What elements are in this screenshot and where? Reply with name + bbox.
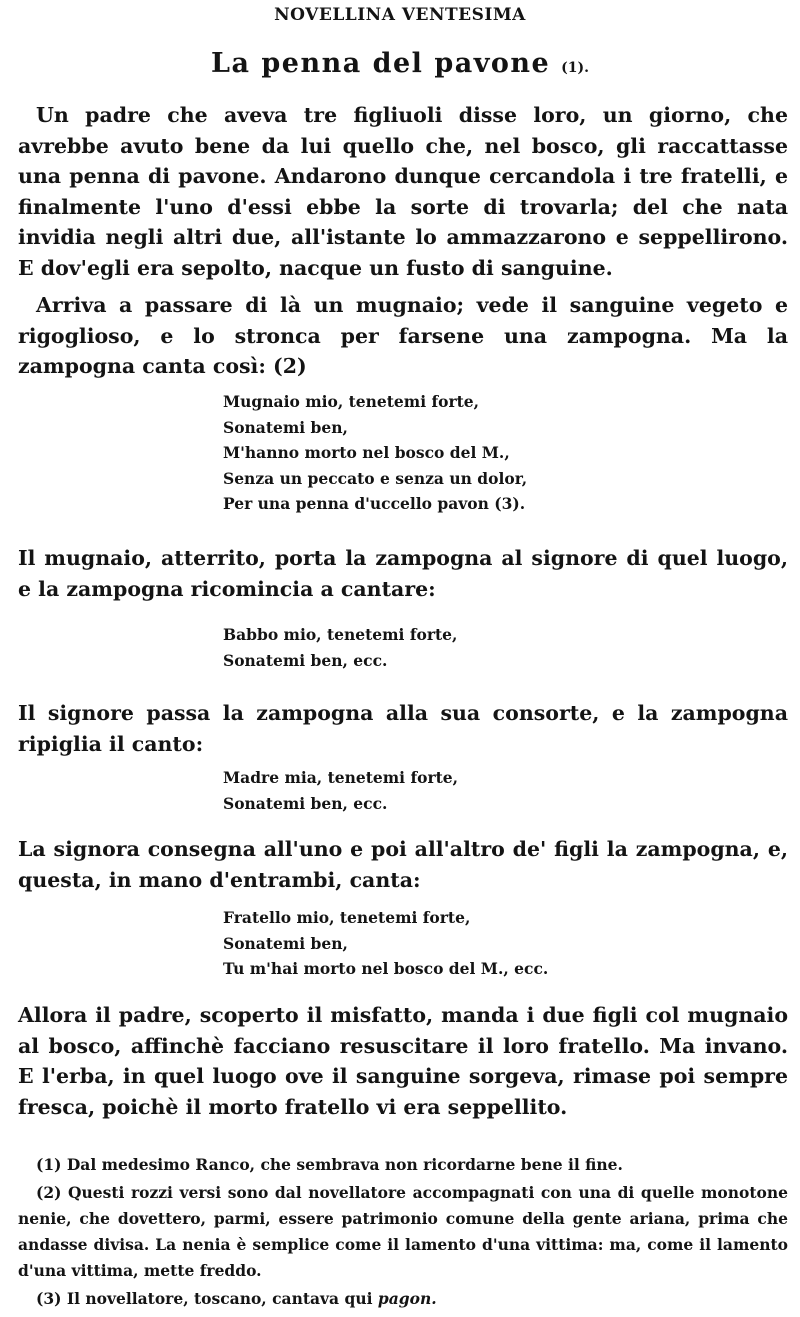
- verse-line: Babbo mio, tenetemi forte,: [223, 625, 458, 644]
- verse-2: [223, 622, 783, 673]
- footnote-1: (1) Dal medesimo Ranco, che sembrava non ricordarne bene il fine.: [36, 1155, 623, 1174]
- paragraph-5: La signora consegna all'uno e poi all'altro de' figli la zampogna, e, questa, in mano d'entrambi, canta:: [18, 837, 788, 892]
- verse-line: Per una penna d'uccello pavon (3).: [223, 494, 526, 513]
- footnote-3: [18, 1286, 788, 1312]
- footnote-2: (2) Questi rozzi versi sono dal novellatore accompagnati con una di quelle monotone nenie, che dovettero, parmi, essere patrimonio comune della gente ariana, prima che andasse divisa. La nenia è semplice come il lamento d'una vittima: ma, come il lamento d'una vittima, mette freddo.: [18, 1183, 788, 1280]
- verse-line: Sonatemi ben,: [223, 933, 348, 953]
- verse-1: [223, 389, 783, 517]
- paragraph-4: Il signore passa la zampogna alla sua consorte, e la zampogna ripiglia il canto:: [18, 701, 788, 756]
- paragraph-6: Allora il padre, scoperto il misfatto, manda i due figli col mugnaio al bosco, affinchè facciano resuscitare il loro fratello. Ma invano. E l'erba, in quel luogo ove il sanguine sorgeva, rimase poi sempre fresca, poichè il morto fratello vi era seppellito.: [18, 1003, 788, 1119]
- paragraph-2: Arriva a passare di là un mugnaio; vede il sanguine vegeto e rigoglioso, e lo stronca per farsene una zampogna. Ma la zampogna canta così: (2): [18, 293, 788, 378]
- verse-line: M'hanno morto nel bosco del M.,: [223, 443, 510, 462]
- verse-line: Madre mia, tenetemi forte,: [223, 768, 459, 787]
- paragraph-1: Un padre che aveva tre figliuoli disse loro, un giorno, che avrebbe avuto bene da lui quello che, nel bosco, gli raccattasse una penna di pavone. Andarono dunque cercandola i tre fratelli, e finalmente l'uno d'essi ebbe la sorte di trovarla; del che nata invidia negli altri due, all'istante lo ammazzarono e seppellirono. E dov'egli era sepolto, nacque un fusto di sanguine.: [18, 103, 788, 280]
- verse-3: [223, 765, 783, 816]
- verse-line: Fratello mio, tenetemi forte,: [223, 908, 471, 927]
- title-footnote-ref: (1).: [561, 60, 589, 76]
- footnote-3-text: (3) Il novellatore, toscano, cantava qui: [36, 1289, 373, 1308]
- verse-line: Tu m'hai morto nel bosco del M., ecc.: [223, 959, 549, 978]
- verse-line: Sonatemi ben, ecc.: [223, 793, 388, 813]
- paragraph-3: Il mugnaio, atterrito, porta la zampogna al signore di quel luogo, e la zampogna ricomincia a cantare:: [18, 546, 788, 601]
- verse-line: Sonatemi ben,: [223, 417, 348, 437]
- story-title-text: La penna del pavone: [211, 48, 551, 79]
- verse-4: [223, 905, 783, 982]
- running-header: NOVELLINA VENTESIMA: [274, 5, 526, 25]
- verse-line: Mugnaio mio, tenetemi forte,: [223, 392, 480, 411]
- verse-line: Sonatemi ben, ecc.: [223, 650, 388, 670]
- story-title: [0, 48, 800, 79]
- verse-line: Senza un peccato e senza un dolor,: [223, 468, 528, 488]
- footnote-3-italic-word: pagon.: [377, 1289, 437, 1308]
